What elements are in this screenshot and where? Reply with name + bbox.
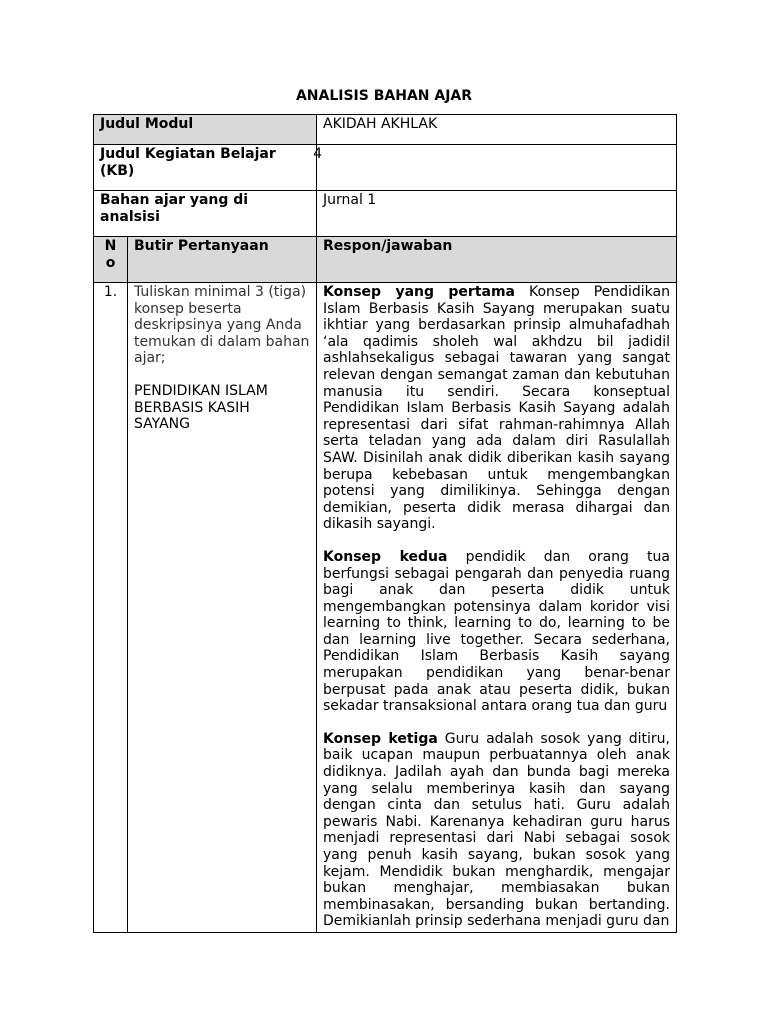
- answer-paragraph-1: [323, 284, 670, 533]
- answer-3-heading: Konsep ketiga: [323, 730, 438, 747]
- answer-1-text: Konsep Pendidikan Islam Berbasis Kasih Sayang merupakan suatu ikhtiar yang berdasarkan prinsip almuhafadhah ‘ala qadimis sholeh wal akhdzu bil jadidil ashlahsekaligus sebagai tawaran yang sangat relevan dengan semangat zaman dan kebutuhan manusia itu sendiri. Secara konseptual Pendidikan Islam Berbasis Kasih Sayang adalah representasi dari sifat rahman-rahimnya Allah serta teladan yang ada dalam diri Rasulallah SAW. Disinilah anak didik diberikan kasih sayang berupa kebebasan untuk mengembangkan potensi yang dimilikinya. Sehingga dengan demikian, peserta didik merasa dihargai dan dikasih sayangi.: [323, 284, 670, 533]
- header-no: No: [94, 237, 128, 283]
- judul-modul-label: Judul Modul: [94, 115, 317, 145]
- judul-kb-label-cell: [94, 145, 322, 191]
- row-bahan-ajar: [94, 191, 677, 237]
- bahan-ajar-label: Bahan ajar yang di analsisi: [94, 191, 317, 237]
- header-respon: Respon/jawaban: [317, 237, 677, 283]
- row1-question-cell: [128, 283, 317, 933]
- row1-topic: PENDIDIKAN ISLAM BERBASIS KASIH SAYANG: [134, 382, 268, 433]
- document-title: ANALISIS BAHAN AJAR: [295, 88, 473, 104]
- bahan-ajar-value: Jurnal 1: [317, 191, 677, 237]
- judul-modul-value: AKIDAH AKHLAK: [317, 115, 677, 145]
- analysis-table: [93, 114, 677, 933]
- row1-answer-cell: [317, 283, 677, 933]
- judul-kb-value: [317, 145, 677, 191]
- answer-paragraph-2: [323, 549, 670, 715]
- answer-2-text: pendidik dan orang tua berfungsi sebagai pengarah dan penyedia ruang bagi anak dan peserta didik untuk mengembangkan potensinya dalam koridor visi learning to think, learning to do, learning to be dan learning live together. Secara sederhana, Pendidikan Islam Berbasis Kasih sayang merupakan pendidikan yang benar-benar berpusat pada anak atau peserta didik, bukan sekadar transaksional antara orang tua dan guru: [323, 548, 670, 715]
- answer-2-heading: Konsep kedua: [323, 548, 448, 565]
- row-judul-modul: [94, 115, 677, 145]
- row-judul-kb: [94, 145, 677, 191]
- answer-paragraph-3: [323, 731, 670, 930]
- answer-1-heading: Konsep yang pertama: [323, 284, 516, 300]
- answer-3-text: Guru adalah sosok yang ditiru, baik ucapan maupun perbuatannya oleh anak didiknya. Jadilah ayah dan bunda bagi mereka yang selalu memberinya kasih dan sayang dengan cinta dan setulus hati. Guru adalah pewaris Nabi. Karenanya kehadiran guru harus menjadi representasi dari Nabi sebagai sosok yang penuh kasih sayang, bukan sosok yang kejam. Mendidik bukan menghardik, mengajar bukan menghajar, membiasakan bukan membinasakan, bersanding bukan bertanding. Demikianlah prinsip sederhana menjadi guru dan: [323, 730, 670, 930]
- header-butir: Butir Pertanyaan: [128, 237, 317, 283]
- table-row: [94, 283, 677, 933]
- row1-question: Tuliskan minimal 3 (tiga) konsep beserta deskripsinya yang Anda temukan di dalam bahan ajar;: [134, 284, 310, 367]
- table-header-row: [94, 237, 677, 283]
- judul-kb-number: 4: [313, 146, 322, 162]
- judul-kb-label: Judul Kegiatan Belajar (KB): [100, 146, 276, 179]
- row1-number: 1.: [94, 283, 128, 933]
